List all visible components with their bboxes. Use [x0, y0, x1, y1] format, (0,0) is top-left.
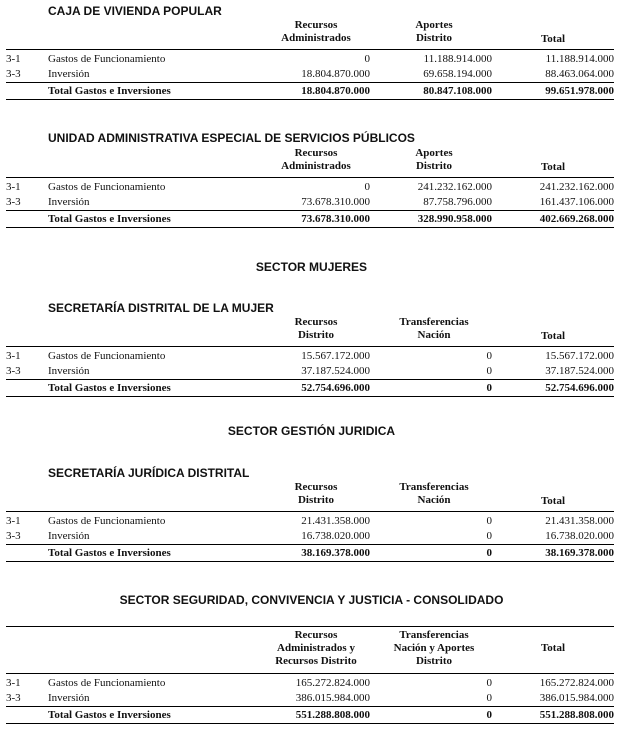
header-rule — [6, 673, 614, 674]
total-label: Total Gastos e Inversiones — [48, 85, 171, 97]
section-title: SECRETARÍA DISTRITAL DE LA MUJER — [48, 301, 274, 315]
row-code: 3-1 — [6, 677, 21, 689]
cell-value: 11.188.914.000 — [423, 53, 492, 65]
total-value: 402.669.268.000 — [539, 213, 614, 225]
total-rule — [6, 82, 614, 83]
cell-value: 87.758.796.000 — [423, 196, 492, 208]
total-row — [6, 381, 614, 396]
row-label: Inversión — [48, 365, 90, 377]
cell-value: 0 — [486, 692, 492, 704]
sector-title: SECTOR SEGURIDAD, CONVIVENCIA Y JUSTICIA - CONSOLIDADO — [119, 593, 504, 607]
table-row — [6, 180, 614, 195]
total-value: 551.288.808.000 — [539, 709, 614, 721]
row-label: Gastos de Funcionamiento — [48, 53, 166, 65]
total-rule — [6, 544, 614, 545]
table-header — [6, 18, 614, 48]
row-code: 3-1 — [6, 515, 21, 527]
cell-value: 0 — [364, 53, 370, 65]
section-title: SECRETARÍA JURÍDICA DISTRITAL — [48, 466, 250, 480]
cell-total: 37.187.524.000 — [545, 365, 614, 377]
budget-table — [6, 626, 614, 721]
col-header-transferencias: Transferencias Nación — [399, 316, 469, 341]
col-header-total: Total — [540, 330, 566, 342]
cell-value: 16.738.020.000 — [301, 530, 370, 542]
col-header-total: Total — [540, 495, 566, 507]
cell-total: 161.437.106.000 — [539, 196, 614, 208]
total-rule — [6, 210, 614, 211]
col-header-total: Total — [540, 642, 566, 654]
total-value: 551.288.808.000 — [295, 709, 370, 721]
cell-value: 386.015.984.000 — [295, 692, 370, 704]
row-label: Gastos de Funcionamiento — [48, 350, 166, 362]
table-header — [6, 480, 614, 510]
row-code: 3-1 — [6, 350, 21, 362]
cell-value: 0 — [486, 365, 492, 377]
row-label: Inversión — [48, 68, 90, 80]
total-label: Total Gastos e Inversiones — [48, 547, 171, 559]
table-row — [6, 364, 614, 379]
table-row — [6, 676, 614, 691]
sector-title: SECTOR GESTIÓN JURIDICA — [227, 424, 396, 438]
budget-table — [6, 146, 614, 225]
cell-value: 37.187.524.000 — [301, 365, 370, 377]
total-value: 52.754.696.000 — [545, 382, 614, 394]
total-rule — [6, 706, 614, 707]
cell-total: 386.015.984.000 — [539, 692, 614, 704]
total-row — [6, 212, 614, 227]
cell-value: 0 — [364, 181, 370, 193]
row-code: 3-3 — [6, 530, 21, 542]
total-value: 18.804.870.000 — [301, 85, 370, 97]
table-row — [6, 52, 614, 67]
total-value: 0 — [486, 709, 492, 721]
table-header — [6, 626, 614, 672]
total-value: 52.754.696.000 — [301, 382, 370, 394]
col-header-recursos: Recursos Distrito — [294, 481, 338, 506]
header-rule — [6, 49, 614, 50]
row-label: Gastos de Funcionamiento — [48, 677, 166, 689]
table-row — [6, 529, 614, 544]
col-header-total: Total — [540, 161, 566, 173]
col-header-transferencias: Transferencias Nación — [399, 481, 469, 506]
total-value: 38.169.378.000 — [545, 547, 614, 559]
row-code: 3-3 — [6, 692, 21, 704]
header-rule — [6, 511, 614, 512]
cell-value: 69.658.194.000 — [423, 68, 492, 80]
row-label: Gastos de Funcionamiento — [48, 515, 166, 527]
row-label: Inversión — [48, 196, 90, 208]
section-title: UNIDAD ADMINISTRATIVA ESPECIAL DE SERVICIOS PÚBLICOS — [48, 131, 415, 145]
col-header-recursos: Recursos Administrados — [281, 19, 351, 44]
total-value: 80.847.108.000 — [423, 85, 492, 97]
cell-value: 18.804.870.000 — [301, 68, 370, 80]
cell-value: 165.272.824.000 — [295, 677, 370, 689]
table-row — [6, 195, 614, 210]
row-code: 3-1 — [6, 53, 21, 65]
cell-value: 0 — [486, 350, 492, 362]
cell-value: 0 — [486, 677, 492, 689]
table-row — [6, 691, 614, 706]
col-header-total: Total — [540, 33, 566, 45]
header-rule — [6, 177, 614, 178]
total-value: 0 — [486, 382, 492, 394]
total-value: 38.169.378.000 — [301, 547, 370, 559]
cell-total: 21.431.358.000 — [545, 515, 614, 527]
cell-total: 15.567.172.000 — [545, 350, 614, 362]
col-header-recursos: Recursos Distrito — [294, 316, 338, 341]
cell-value: 21.431.358.000 — [301, 515, 370, 527]
row-code: 3-3 — [6, 68, 21, 80]
cell-value: 73.678.310.000 — [301, 196, 370, 208]
cell-total: 16.738.020.000 — [545, 530, 614, 542]
cell-value: 0 — [486, 530, 492, 542]
cell-total: 165.272.824.000 — [539, 677, 614, 689]
total-label: Total Gastos e Inversiones — [48, 213, 171, 225]
cell-total: 11.188.914.000 — [545, 53, 614, 65]
section-title: CAJA DE VIVIENDA POPULAR — [48, 4, 222, 18]
col-header-transferencias: Transferencias Nación y Aportes Distrito — [393, 629, 475, 667]
col-header-recursos: Recursos Administrados y Recursos Distrito — [275, 629, 357, 667]
bottom-rule — [6, 99, 614, 100]
total-rule — [6, 379, 614, 380]
total-value: 328.990.958.000 — [417, 213, 492, 225]
row-code: 3-1 — [6, 181, 21, 193]
budget-table — [6, 315, 614, 394]
row-label: Inversión — [48, 530, 90, 542]
cell-total: 88.463.064.000 — [545, 68, 614, 80]
col-header-aportes: Aportes Distrito — [415, 19, 453, 44]
row-label: Gastos de Funcionamiento — [48, 181, 166, 193]
header-rule — [6, 346, 614, 347]
row-code: 3-3 — [6, 365, 21, 377]
bottom-rule — [6, 561, 614, 562]
total-value: 99.651.978.000 — [545, 85, 614, 97]
cell-value: 15.567.172.000 — [301, 350, 370, 362]
row-code: 3-3 — [6, 196, 21, 208]
total-label: Total Gastos e Inversiones — [48, 709, 171, 721]
bottom-rule — [6, 227, 614, 228]
total-row — [6, 708, 614, 723]
table-row — [6, 67, 614, 82]
table-row — [6, 349, 614, 364]
bottom-rule — [6, 723, 614, 724]
table-header — [6, 315, 614, 345]
total-value: 0 — [486, 547, 492, 559]
total-row — [6, 546, 614, 561]
cell-value: 0 — [486, 515, 492, 527]
bottom-rule — [6, 396, 614, 397]
row-label: Inversión — [48, 692, 90, 704]
budget-table — [6, 480, 614, 559]
col-header-aportes: Aportes Distrito — [415, 147, 453, 172]
cell-value: 241.232.162.000 — [417, 181, 492, 193]
cell-total: 241.232.162.000 — [539, 181, 614, 193]
table-header — [6, 146, 614, 176]
total-value: 73.678.310.000 — [301, 213, 370, 225]
total-label: Total Gastos e Inversiones — [48, 382, 171, 394]
table-row — [6, 514, 614, 529]
total-row — [6, 84, 614, 99]
budget-table — [6, 18, 614, 97]
col-header-recursos: Recursos Administrados — [281, 147, 351, 172]
sector-title: SECTOR MUJERES — [255, 260, 368, 274]
